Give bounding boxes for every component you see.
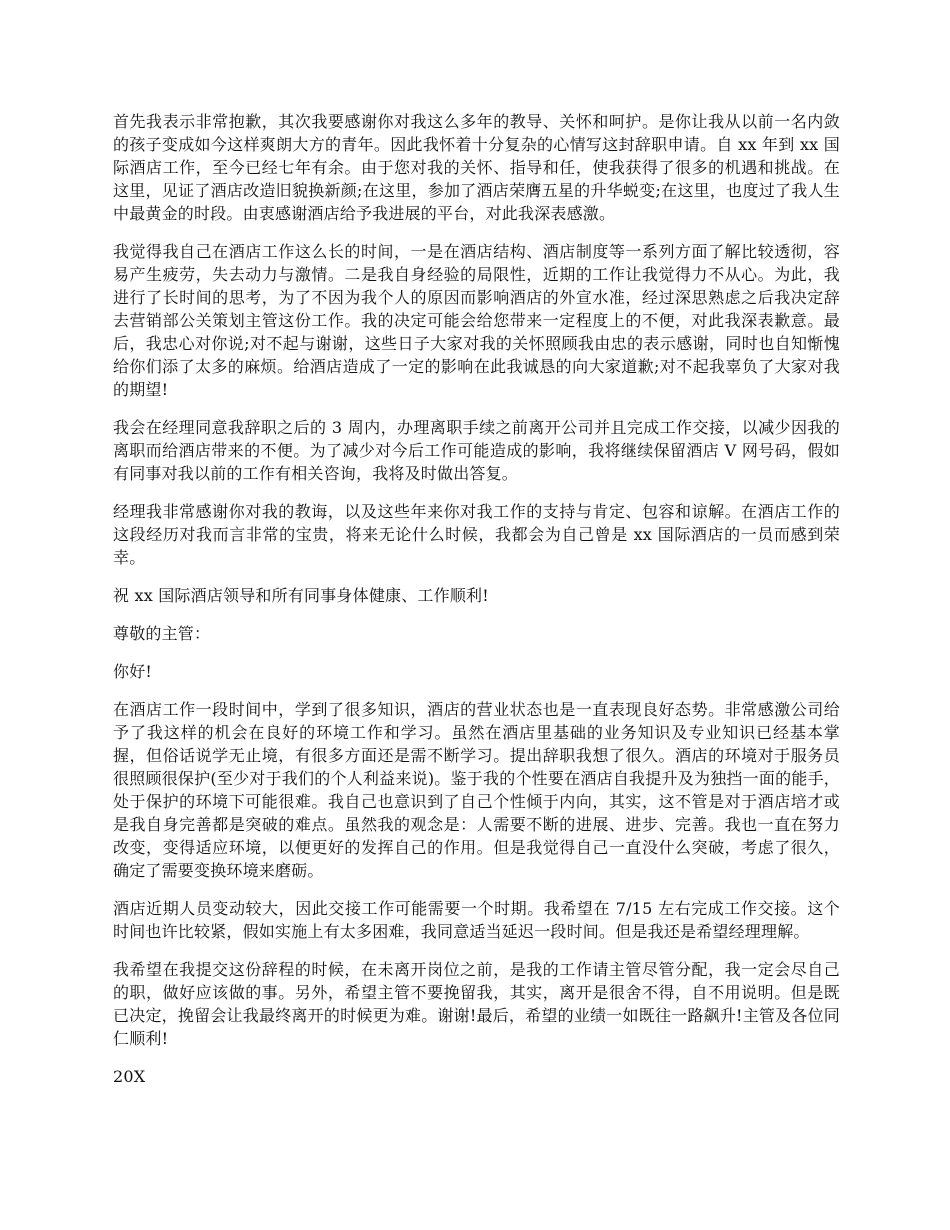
paragraph-thanks: 经理我非常感谢你对我的教诲，以及这些年来你对我工作的支持与肯定、包容和谅解。在酒店工作的这段经历对我而言非常的宝贵，将来无论什么时候，我都会为自己曾是 xx 国际酒店的一员而感到荣幸。 (113, 502, 840, 567)
paragraph-wishes: 祝 xx 国际酒店领导和所有同事身体健康、工作顺利! (113, 586, 489, 605)
document-body (113, 110, 840, 1104)
paragraph-experience: 在酒店工作一段时间中，学到了很多知识，酒店的营业状态也是一直表现良好态势。非常感激公司给予了我这样的机会在良好的环境工作和学习。虽然在酒店里基础的业务知识及专业知识已经基本掌握，但俗话说学无止境，有很多方面还是需不断学习。提出辞职我想了很久。酒店的环境对于服务员很照顾很保护(至少对于我们的个人利益来说)。鉴于我的个性要在酒店自我提升及为独挡一面的能手，处于保护的环境下可能很难。我自己也意识到了自己个性倾于内向，其实，这不管是对于酒店培才或是我自身完善都是突破的难点。虽然我的观念是：人需要不断的进展、进步、完善。我也一直在努力改变，变得适应环境，以便更好的发挥自己的作用。但是我觉得自己一直没什么突破，考虑了很久，确定了需要变换环境来磨砺。 (113, 700, 840, 880)
date-line: 20X (113, 1067, 146, 1086)
paragraph-apology: 首先我表示非常抱歉，其次我要感谢你对我这么多年的教导、关怀和呵护。是你让我从以前一名内敛的孩子变成如今这样爽朗大方的青年。因此我怀着十分复杂的心情写这封辞职申请。自 xx 年到 xx 国际酒店工作，至今已经七年有余。由于您对我的关怀、指导和任，使我获得了很多的机遇和挑战。在这里，见证了酒店改造旧貌换新颜;在这里，参加了酒店荣膺五星的升华蜕变;在这里，也度过了我人生中最黄金的时段。由衷感谢酒店给予我进展的平台，对此我深表感激。 (113, 112, 840, 223)
paragraph-handover: 我会在经理同意我辞职之后的 3 周内，办理离职手续之前离开公司并且完成工作交接，以减少因我的离职而给酒店带来的不便。为了减少对今后工作可能造成的影响，我将继续保留酒店 V 网号码，假如有同事对我以前的工作有相关咨询，我将及时做出答复。 (113, 418, 840, 483)
salutation: 尊敬的主管： (113, 624, 211, 643)
paragraph-closing: 我希望在我提交这份辞程的时候，在未离开岗位之前，是我的工作请主管尽管分配，我一定会尽自己的职，做好应该做的事。另外，希望主管不要挽留我，其实，离开是很舍不得，自不用说明。但是既已决定，挽留会让我最终离开的时候更为难。谢谢!最后，希望的业绩一如既往一路飙升!主管及各位同仁顺利! (113, 960, 840, 1048)
greeting: 你好! (113, 662, 153, 681)
paragraph-transition: 酒店近期人员变动较大，因此交接工作可能需要一个时期。我希望在 7/15 左右完成工作交接。这个时间也许比较紧，假如实施上有太多困难，我同意适当延迟一段时间。但是我还是希望经理理解。 (113, 899, 840, 941)
paragraph-reasons: 我觉得我自己在酒店工作这么长的时间，一是在酒店结构、酒店制度等一系列方面了解比较透彻，容易产生疲劳，失去动力与激情。二是我自身经验的局限性，近期的工作让我觉得力不从心。为此，我进行了长时间的思考，为了不因为我个人的原因而影响酒店的外宣水准，经过深思熟虑之后我决定辞去营销部公关策划主管这份工作。我的决定可能会给您带来一定程度上的不便，对此我深表歉意。最后，我忠心对你说;对不起与谢谢，这些日子大家对我的关怀照顾我由忠的表示感谢，同时也自知惭愧给你们添了太多的麻烦。给酒店造成了一定的影响在此我诚恳的向大家道歉;对不起我辜负了大家对我的期望! (113, 242, 840, 399)
